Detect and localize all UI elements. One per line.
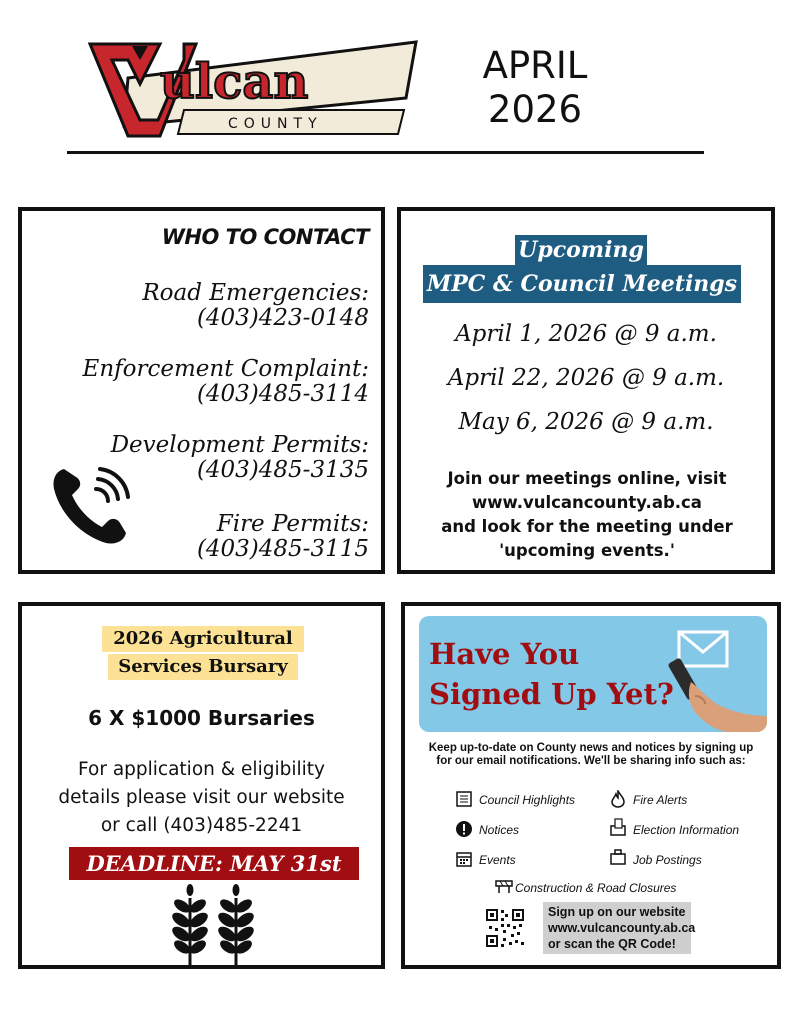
bursary-count: 6 X $1000 Bursaries bbox=[88, 706, 315, 730]
contact-enforcement bbox=[83, 357, 369, 407]
hand-holding-phone-icon bbox=[647, 652, 767, 732]
svg-text:ulcan: ulcan bbox=[160, 54, 309, 110]
bursary-title-line2: Services Bursary bbox=[108, 654, 298, 680]
contact-title: WHO TO CONTACT bbox=[161, 225, 369, 249]
contact-road-emergencies bbox=[142, 281, 369, 331]
meeting-date: May 6, 2026 @ 9 a.m. bbox=[458, 409, 714, 435]
banner-line: Signed Up Yet? bbox=[429, 677, 674, 711]
briefcase-icon bbox=[609, 848, 627, 866]
website-link[interactable]: www.vulcancounty.ab.ca bbox=[472, 493, 702, 512]
topic-notices: Notices bbox=[479, 823, 520, 837]
year-label: 2026 bbox=[487, 88, 583, 131]
contact-panel bbox=[18, 207, 385, 574]
contact-fire-permits bbox=[197, 512, 369, 562]
qr-code-icon[interactable] bbox=[485, 908, 525, 948]
meetings-title-line2: MPC & Council Meetings bbox=[423, 265, 741, 303]
contact-label: Development Permits: bbox=[110, 432, 369, 458]
topic-construction-road-closures: Construction & Road Closures bbox=[515, 881, 677, 895]
topic-job-postings: Job Postings bbox=[633, 853, 702, 867]
contact-phone: (403)485-3115 bbox=[196, 536, 369, 562]
phone-ringing-icon bbox=[50, 465, 134, 547]
meeting-date: April 1, 2026 @ 9 a.m. bbox=[455, 321, 717, 347]
banner-headline bbox=[429, 634, 674, 714]
bursary-panel bbox=[18, 602, 385, 969]
topic-council-highlights: Council Highlights bbox=[479, 793, 576, 807]
contact-phone: (403)423-0148 bbox=[196, 305, 369, 331]
wheat-icon bbox=[166, 884, 258, 968]
topic-election-information: Election Information bbox=[633, 823, 740, 837]
month-label: APRIL bbox=[482, 44, 588, 87]
signup-banner bbox=[419, 616, 767, 732]
page-title bbox=[450, 44, 620, 132]
cta-line: Sign up on our website bbox=[548, 905, 686, 919]
topic-fire-alerts: Fire Alerts bbox=[633, 793, 688, 807]
contact-phone: (403)485-3114 bbox=[196, 381, 369, 407]
meetings-title-line1: Upcoming bbox=[515, 235, 647, 267]
signup-panel bbox=[401, 602, 781, 969]
contact-phone: (403)485-3135 bbox=[196, 457, 369, 483]
signup-intro bbox=[413, 742, 769, 768]
contact-label: Fire Permits: bbox=[216, 511, 369, 537]
meetings-online-info bbox=[409, 467, 765, 563]
details-line: details please visit our website bbox=[58, 787, 345, 808]
details-line: or call (403)485-2241 bbox=[100, 815, 303, 836]
cta-line: or scan the QR Code! bbox=[548, 937, 676, 951]
logo-subtext: COUNTY bbox=[228, 116, 323, 132]
flame-icon bbox=[609, 790, 627, 808]
ballot-box-icon bbox=[609, 818, 627, 836]
meeting-date: April 22, 2026 @ 9 a.m. bbox=[447, 365, 725, 391]
exclamation-icon bbox=[455, 820, 473, 838]
contact-label: Road Emergencies: bbox=[142, 280, 369, 306]
newspaper-icon bbox=[455, 790, 473, 808]
details-line: For application & eligibility bbox=[78, 759, 325, 780]
calendar-icon bbox=[455, 850, 473, 868]
intro-line: for our email notifications. We'll be sharing info such as: bbox=[436, 755, 746, 767]
contact-label: Enforcement Complaint: bbox=[82, 356, 369, 382]
deadline-badge: DEADLINE: MAY 31st bbox=[69, 847, 359, 880]
banner-line: Have You bbox=[429, 637, 580, 671]
topic-events: Events bbox=[479, 853, 516, 867]
bursary-details bbox=[32, 756, 371, 840]
road-barrier-icon bbox=[495, 876, 513, 894]
info-line: Join our meetings online, visit bbox=[447, 469, 727, 488]
intro-line: Keep up-to-date on County news and notices by signing up bbox=[428, 742, 754, 754]
logo-graphic bbox=[88, 40, 418, 140]
info-line: 'upcoming events.' bbox=[499, 541, 675, 560]
header-divider bbox=[67, 151, 704, 154]
website-link[interactable]: www.vulcancounty.ab.ca bbox=[548, 921, 696, 935]
info-line: and look for the meeting under bbox=[441, 517, 733, 536]
signup-call-to-action bbox=[543, 902, 696, 954]
bursary-title-line1: 2026 Agricultural bbox=[102, 626, 304, 652]
meetings-panel bbox=[397, 207, 775, 574]
contact-development-permits bbox=[111, 433, 369, 483]
